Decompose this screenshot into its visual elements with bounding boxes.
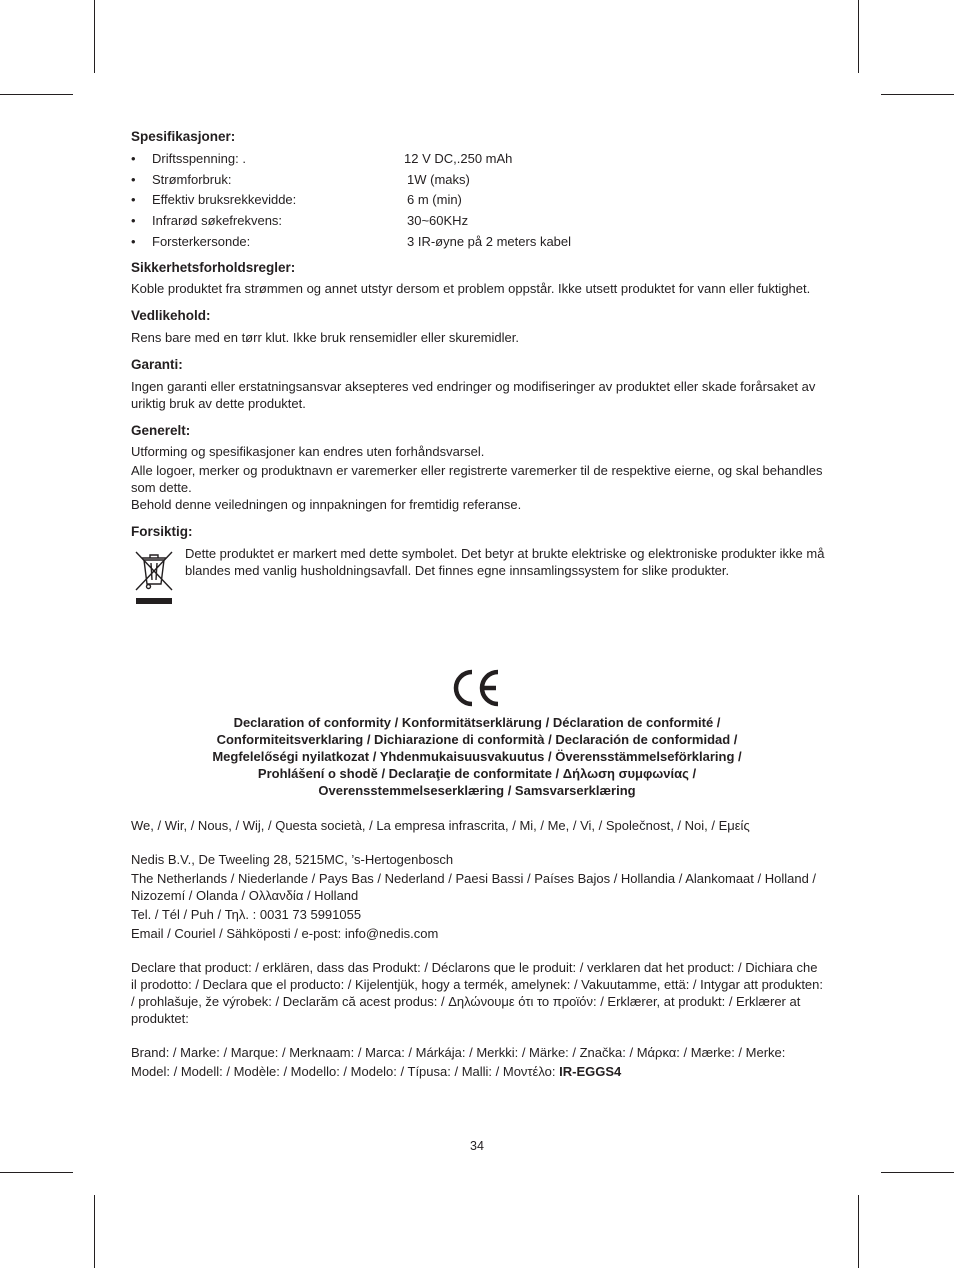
crop-mark	[94, 1195, 95, 1268]
caution-body	[131, 545, 826, 607]
model-label: Model: / Modell: / Modèle: / Modello: / Modelo: / Típusa: / Malli: / Μοντέλο:	[131, 1064, 560, 1079]
general-text: Alle logoer, merker og produktnavn er varemerker eller registrerte varemerker til de respektive eierne, og skal behandles som dette.	[131, 463, 823, 496]
ce-mark-icon	[451, 668, 503, 708]
spec-row	[131, 171, 826, 192]
declare-statement: Declare that product: / erklären, dass das Produkt: / Déclarons que le produit: / verklaren dat het product: / Dichiara che il prodotto: / Declara que el producto: / Kijelentjük, hogy a termék, amelynek: / Vakuutamme, että: / Intygar att produkten: / prohlašuje, že výrobek: / Declarăm că acest produs: / Δηλώνουμε ότι το προϊόν: / Erklærer, at produkt: / Erklærer at produktet:	[131, 960, 824, 1026]
spec-value: 30~60KHz	[407, 213, 469, 229]
declaration-we: We, / Wir, / Nous, / Wij, / Questa società, / La empresa infrascrita, / Mi, / Me, / Vi, / Společnost, / Noi, / Εμείς	[131, 818, 750, 833]
crop-mark	[858, 1195, 859, 1268]
model-value: IR-EGGS4	[559, 1064, 622, 1079]
spec-value: 12 V DC,.250 mAh	[404, 151, 513, 166]
warranty-section	[131, 356, 826, 412]
spec-label: Infrarød søkefrekvens:	[152, 213, 283, 229]
bullet: •	[131, 213, 136, 229]
warranty-heading: Garanti:	[131, 357, 183, 373]
company-email: Email / Couriel / Sähköposti / e-post: info@nedis.com	[131, 926, 439, 941]
crop-mark	[881, 1172, 954, 1173]
specs-heading: Spesifikasjoner:	[131, 129, 236, 144]
crop-mark	[881, 94, 954, 95]
declaration-title-line: Conformiteitsverklaring / Dichiarazione di conformità / Declaración de conformidad /	[216, 732, 738, 747]
bullet: •	[131, 192, 136, 208]
company-address: Nedis B.V., De Tweeling 28, 5215MC, ’s-Hertogenbosch	[131, 852, 454, 867]
spec-row	[131, 212, 826, 233]
maintenance-section	[131, 307, 826, 346]
spec-value: 1W (maks)	[407, 171, 470, 187]
general-text: Behold denne veiledningen og innpakningen for fremtidig referanse.	[131, 497, 522, 513]
company-country: The Netherlands / Niederlande / Pays Bas / Nederland / Paesi Bassi / Países Bajos / Hollandia / Alankomaat / Holland / Nizozemí / Olanda / Ολλανδία / Holland	[131, 871, 817, 903]
declaration-body	[131, 817, 826, 1080]
caution-heading: Forsiktig:	[131, 524, 193, 540]
spec-label: Effektiv bruksrekkevidde:	[152, 192, 297, 208]
spec-label: Driftsspenning: .	[152, 151, 246, 166]
general-heading: Generelt:	[131, 423, 191, 439]
brand-line: Brand: / Marke: / Marque: / Merknaam: / Marca: / Márkája: / Merkki: / Märke: / Značka: / Μάρκα: / Mærke: / Merke:	[131, 1045, 786, 1060]
bullet: •	[131, 151, 136, 166]
spec-label: Strømforbruk:	[152, 171, 232, 187]
spec-row	[131, 150, 826, 171]
declaration-title-line: Declaration of conformity / Konformitätserklärung / Déclaration de conformité /	[233, 715, 721, 730]
maintenance-heading: Vedlikehold:	[131, 308, 211, 324]
general-section	[131, 422, 826, 513]
spec-row	[131, 233, 826, 254]
spec-row	[131, 191, 826, 212]
declaration-title-line: Megfelelőségi nyilatkozat / Yhdenmukaisuusvakuutus / Överensstämmelseförklaring /	[212, 749, 742, 764]
crop-mark	[94, 0, 95, 73]
page-number: 34	[470, 1139, 484, 1153]
model-line	[131, 1063, 826, 1080]
manual-content	[131, 128, 826, 607]
maintenance-text: Rens bare med en tørr klut. Ikke bruk rensemidler eller skuremidler.	[131, 330, 519, 346]
caution-text: Dette produktet er markert med dette symbolet. Det betyr at brukte elektriske og elektroniske produkter ikke må blandes med vanlig husholdningsavfall. Det finnes egne innsamlingssystem for slike produkter.	[185, 546, 825, 579]
declaration-title	[131, 714, 823, 799]
warranty-text: Ingen garanti eller erstatningsansvar aksepteres ved endringer og modifiseringer av produktet eller skade forårsaket av uriktig bruk av dette produktet.	[131, 379, 816, 412]
safety-section	[131, 259, 826, 297]
company-tel: Tel. / Tél / Puh / Τηλ. : 0031 73 5991055	[131, 907, 362, 922]
crop-mark	[858, 0, 859, 73]
declaration-title-line: Prohlášení o shodě / Declaraţie de conformitate / Δήλωση συμφωνίας /	[257, 766, 697, 781]
bullet: •	[131, 171, 136, 187]
general-text: Utforming og spesifikasjoner kan endres uten forhåndsvarsel.	[131, 444, 485, 460]
safety-heading: Sikkerhetsforholdsregler:	[131, 260, 296, 276]
spec-value: 3 IR-øyne på 2 meters kabel	[407, 233, 572, 249]
spec-value: 6 m (min)	[407, 192, 462, 208]
declaration-title-line: Overensstemmelseserklæring / Samsvarserklæring	[318, 783, 636, 798]
bullet: •	[131, 233, 136, 249]
safety-text: Koble produktet fra strømmen og annet utstyr dersom et problem oppstår. Ikke utsett produktet for vann eller fuktighet.	[131, 281, 811, 297]
spec-label: Forsterkersonde:	[152, 233, 251, 249]
crop-mark	[0, 94, 73, 95]
weee-crossed-bin-icon	[133, 547, 175, 605]
specs-list	[131, 150, 826, 253]
crop-mark	[0, 1172, 73, 1173]
caution-section	[131, 523, 826, 607]
